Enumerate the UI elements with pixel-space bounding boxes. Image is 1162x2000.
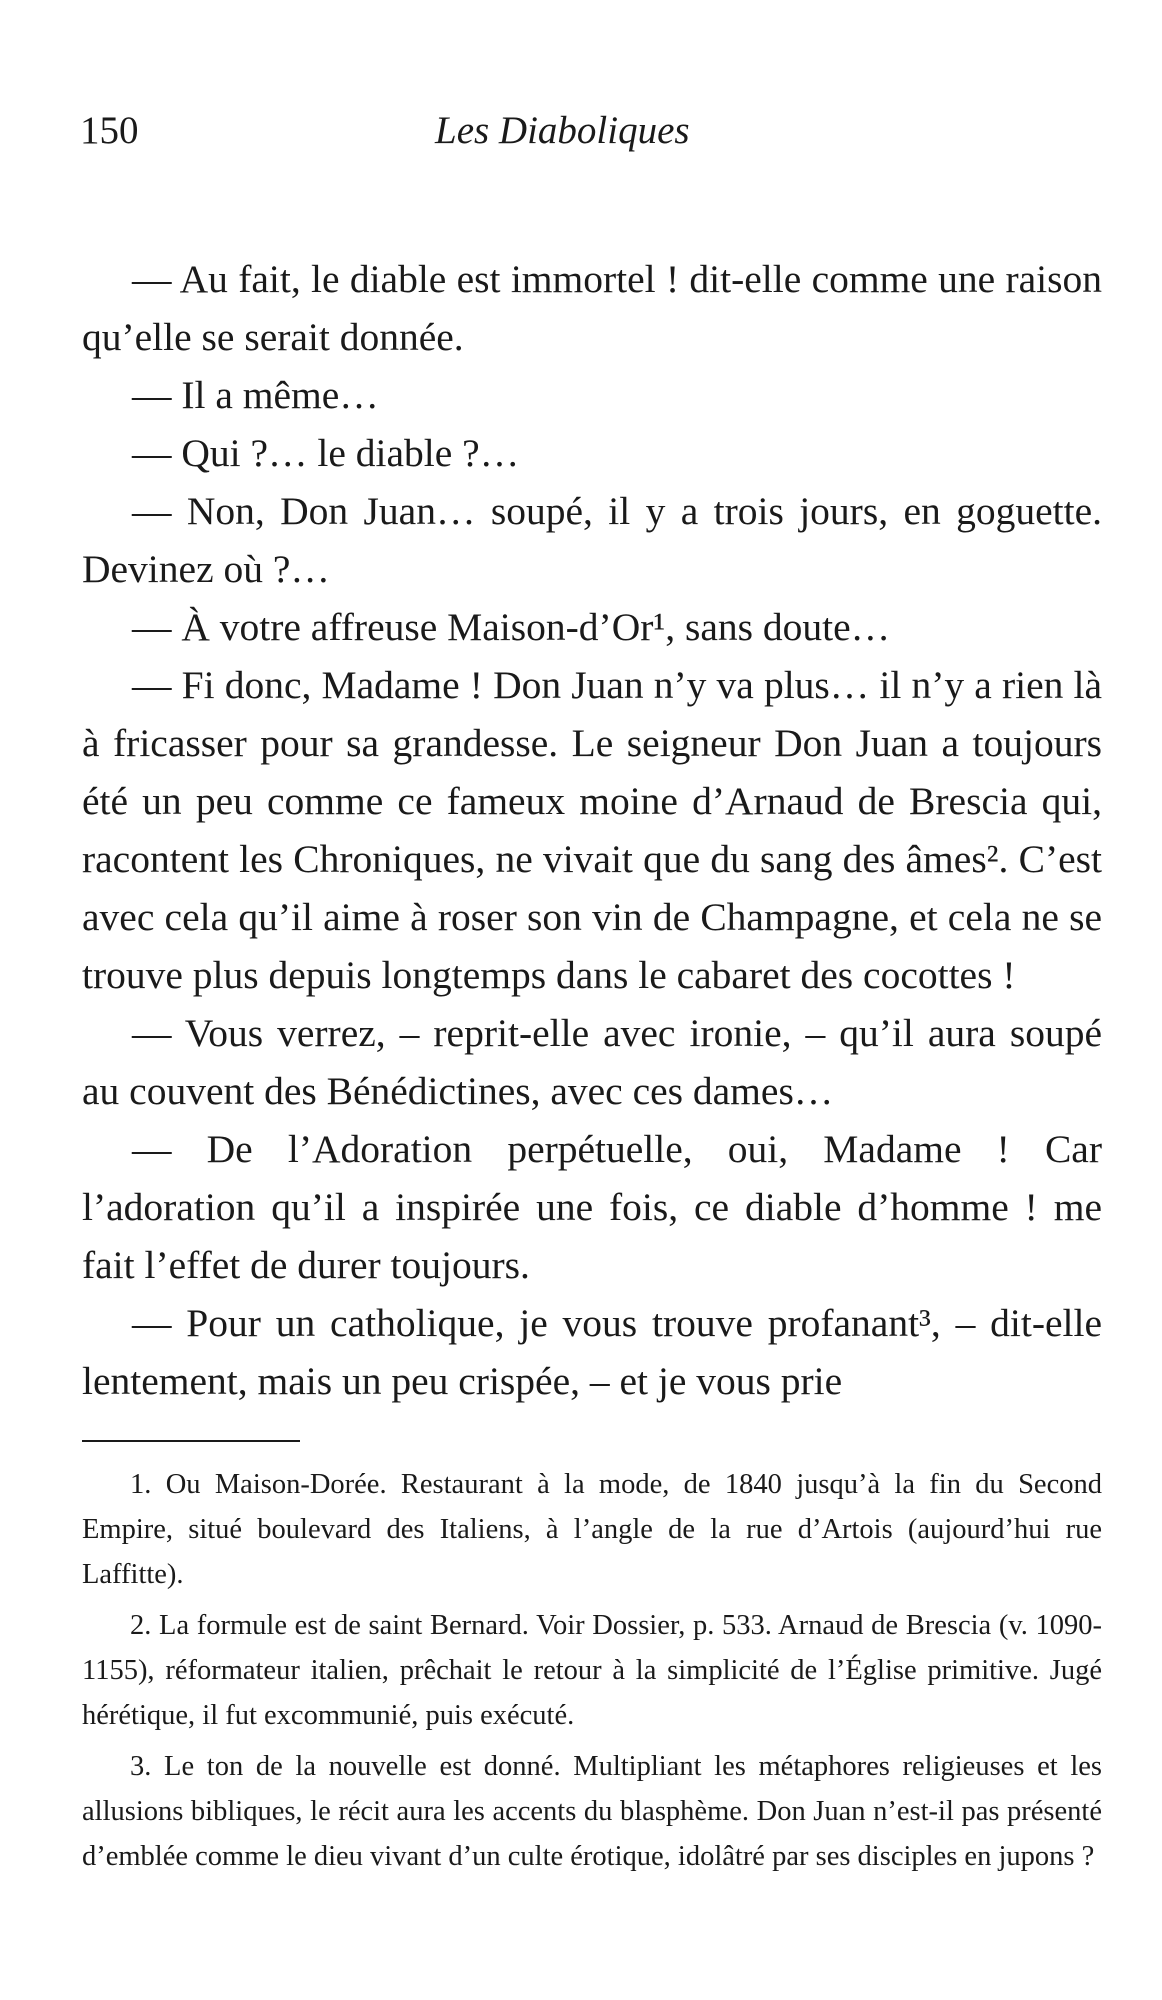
footnote: 1. Ou Maison-Dorée. Restaurant à la mode, de 1840 jusqu’à la fin du Second Empire, situé boulevard des Italiens, à l’angle de la rue d’Artois (aujourd’hui rue Laffitte).: [82, 1469, 1102, 1590]
book-title: Les Diaboliques: [435, 109, 690, 152]
paragraph: — Qui ?… le diable ?…: [132, 431, 520, 475]
footnotes: [82, 1462, 1102, 1879]
footnote: 3. Le ton de la nouvelle est donné. Multipliant les métaphores religieuses et les allusions bibliques, le récit aura les accents du blasphème. Don Juan n’est-il pas présenté d’emblée comme le dieu vivant d’un culte érotique, idolâtré par ses disciples en jupons ?: [82, 1751, 1102, 1872]
paragraph: — Au fait, le diable est immortel ! dit-elle comme une raison qu’elle se serait donnée.: [82, 257, 1102, 359]
page-number: 150: [80, 109, 139, 152]
body-text: [82, 250, 1102, 1410]
footnote: 2. La formule est de saint Bernard. Voir Dossier, p. 533. Arnaud de Brescia (v. 1090-1155), réformateur italien, prêchait le retour à la simplicité de l’Église primitive. Jugé hérétique, il fut excommunié, puis exécuté.: [82, 1610, 1102, 1731]
paragraph: — Non, Don Juan… soupé, il y a trois jours, en goguette. Devinez où ?…: [82, 489, 1102, 591]
paragraph: — Il a même…: [132, 373, 379, 417]
running-head: [80, 108, 1120, 158]
paragraph: — De l’Adoration perpétuelle, oui, Madame ! Car l’adoration qu’il a inspirée une fois, ce diable d’homme ! me fait l’effet de durer toujours.: [82, 1127, 1102, 1287]
paragraph: — Vous verrez, – reprit-elle avec ironie, – qu’il aura soupé au couvent des Bénédictines, avec ces dames…: [82, 1011, 1102, 1113]
paragraph: — Pour un catholique, je vous trouve profanant³, – dit-elle lentement, mais un peu crispée, – et je vous prie: [82, 1301, 1102, 1403]
paragraph: — À votre affreuse Maison-d’Or¹, sans doute…: [132, 605, 891, 649]
footnote-divider: [82, 1440, 300, 1442]
paragraph: — Fi donc, Madame ! Don Juan n’y va plus… il n’y a rien là à fricasser pour sa grandesse. Le seigneur Don Juan a toujours été un peu comme ce fameux moine d’Arnaud de Brescia qui, racontent les Chroniques, ne vivait que du sang des âmes². C’est avec cela qu’il aime à roser son vin de Champagne, et cela ne se trouve plus depuis longtemps dans le cabaret des cocottes !: [82, 663, 1102, 997]
